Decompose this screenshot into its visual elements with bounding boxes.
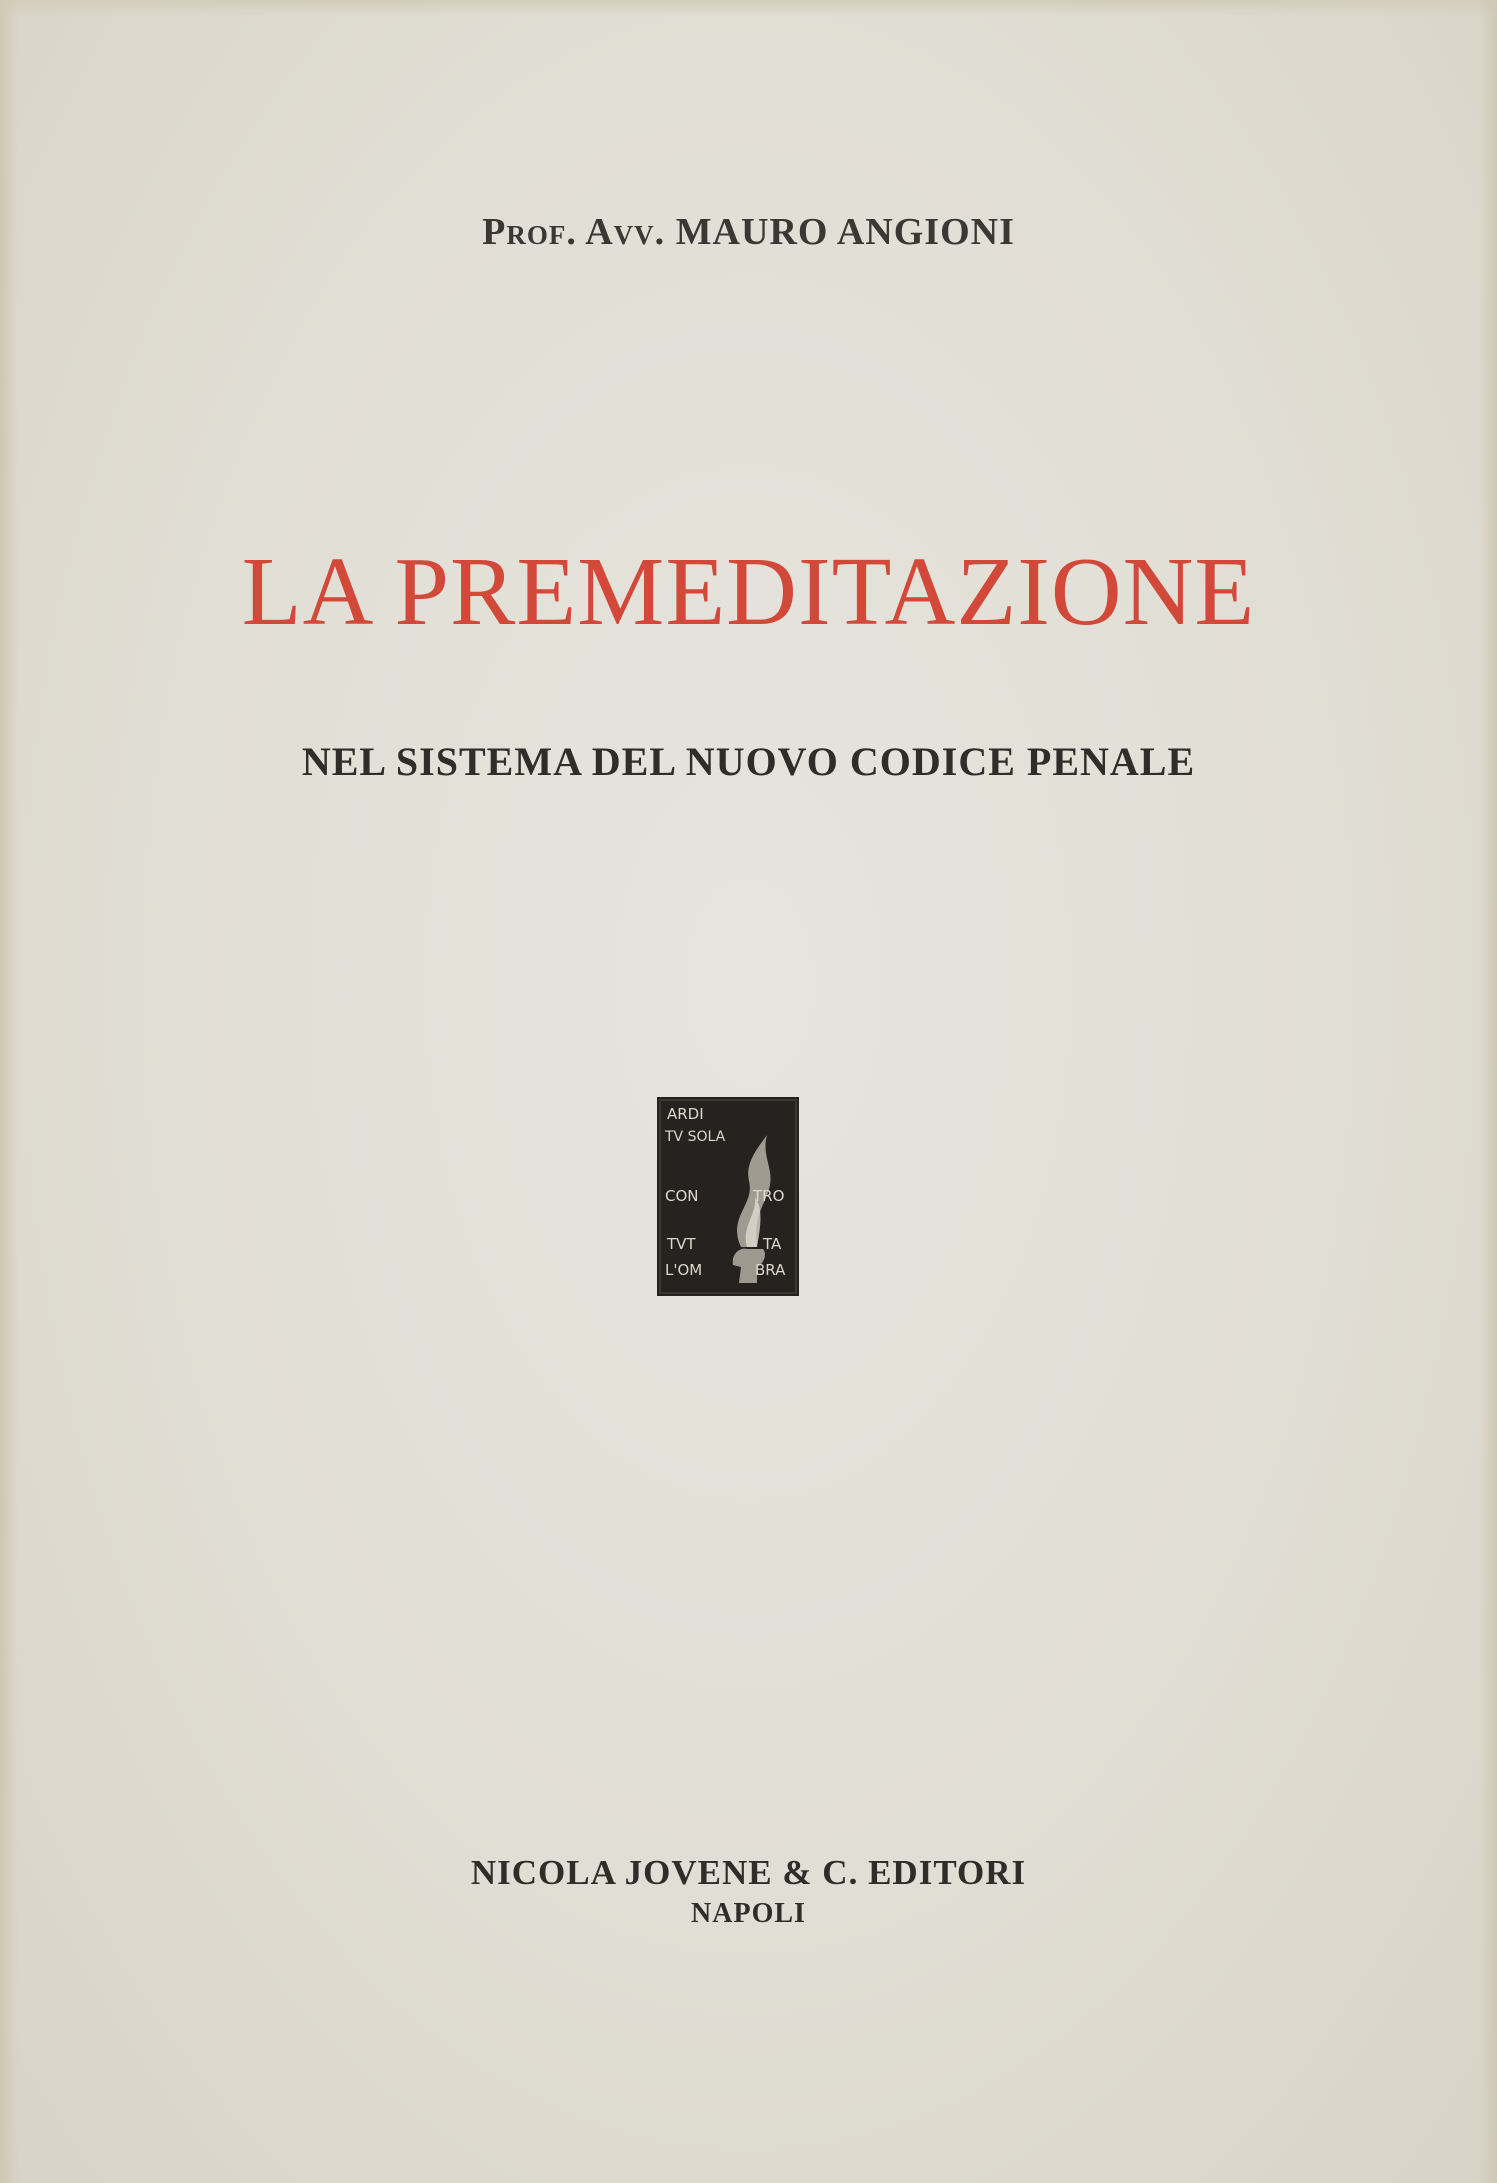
motto-text-7: L'OM bbox=[665, 1261, 703, 1279]
author-line bbox=[0, 210, 1497, 254]
page-edge-top bbox=[0, 0, 1497, 16]
publisher-city: NAPOLI bbox=[691, 1898, 806, 1929]
motto-text-8: BRA bbox=[755, 1261, 786, 1279]
motto-text-6: TA bbox=[763, 1235, 782, 1253]
motto-text-1: ARDI bbox=[667, 1105, 704, 1123]
motto-text-5: TVT bbox=[667, 1235, 696, 1253]
printer-mark-logo bbox=[657, 1097, 799, 1296]
author-prefix: Prof. Avv. bbox=[482, 211, 666, 253]
author-name: MAURO ANGIONI bbox=[675, 211, 1015, 253]
publisher-name: NICOLA JOVENE & C. EDITORI bbox=[470, 1853, 1027, 1892]
motto-text-3: CON bbox=[665, 1187, 699, 1205]
book-title: LA PREMEDITAZIONE bbox=[241, 538, 1256, 646]
motto-text-4: TRO bbox=[753, 1187, 785, 1205]
motto-text-2: TV SOLA bbox=[665, 1129, 726, 1145]
book-subtitle: NEL SISTEMA DEL NUOVO CODICE PENALE bbox=[301, 739, 1196, 784]
